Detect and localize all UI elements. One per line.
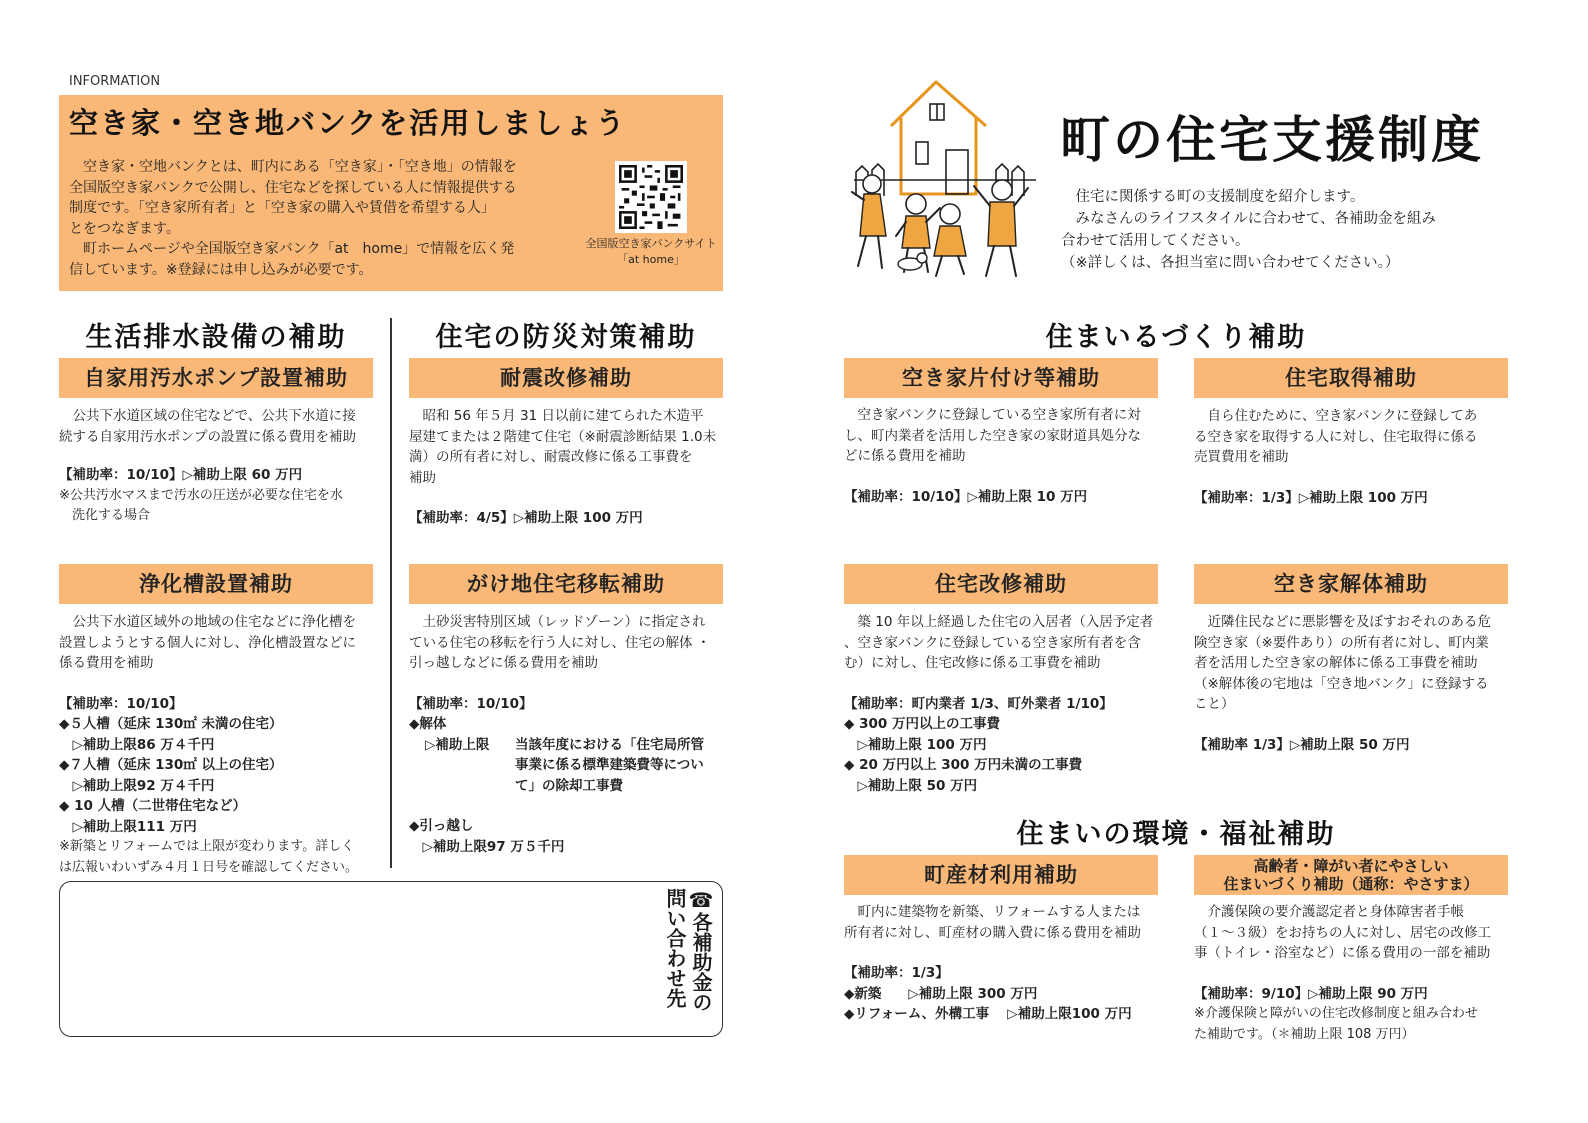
text-line: ◆リフォーム、外構工事 ▷補助上限100 万円 <box>844 1006 1132 1022</box>
text-line: て」の除却工事費 <box>515 777 623 794</box>
demolition-rate: 【補助率 1/3】▷補助上限 50 万円 <box>1194 736 1410 753</box>
text-line: 町ホームページや全国版空き家バンク「at home」で情報を広く発 <box>69 241 515 257</box>
renovate-rate: 【補助率：町内業者 1/3、町外業者 1/10】 <box>844 695 1113 712</box>
text-line: た補助です。（＊補助上限 108 万円） <box>1194 1026 1415 1042</box>
qr-caption <box>571 236 731 268</box>
column-divider <box>390 318 392 868</box>
seismic-text <box>409 406 729 529</box>
text-line: 続する自家用汚水ポンプの設置に係る費用を補助 <box>59 428 356 445</box>
seismic-rate: 【補助率：4/5】▷補助上限 100 万円 <box>409 510 643 526</box>
text-line: ▷補助上限92 万４千円 <box>59 777 215 794</box>
text-line: みなさんのライフスタイルに合わせて、各補助金を組み <box>1061 211 1436 227</box>
barrierfree-heading <box>1194 855 1508 895</box>
text-line: 屋建てまたは２階建て住宅（※耐震診断結果 1.0未 <box>409 428 717 445</box>
demolition-heading: 空き家解体補助 <box>1194 564 1508 604</box>
text-line: ☎各補助金の <box>689 888 713 1012</box>
text-line: ▷補助上限86 万４千円 <box>59 736 215 753</box>
text-line: 引っ越しなどに係る費用を補助 <box>409 655 598 671</box>
page-intro <box>1061 186 1436 274</box>
text-line: 近隣住民などに悪影響を及ぼすおそれのある危 <box>1194 614 1491 630</box>
seismic-heading: 耐震改修補助 <box>409 358 723 398</box>
timber-rate: 【補助率：1/3】 <box>844 965 949 981</box>
text-line: ▷補助上限111 万円 <box>59 818 197 835</box>
text-line: 築 10 年以上経過した住宅の入居者（入居予定者 <box>844 614 1154 630</box>
text-line: ▷補助上限 100 万円 <box>844 736 987 753</box>
text-line: 事（トイレ・浴室など）に係る費用の一部を補助 <box>1194 945 1491 961</box>
renovate-heading: 住宅改修補助 <box>844 564 1158 604</box>
text-line <box>409 796 729 816</box>
section-title-disaster: 住宅の防災対策補助 <box>435 322 697 353</box>
text-line: ◆解体 <box>409 716 447 732</box>
text-line <box>59 447 379 465</box>
text-line: 当該年度における「住宅局所管 <box>515 736 704 753</box>
text-line: 全国版空き家バンクで公開し、住宅などを探している人に情報提供する <box>69 179 517 196</box>
text-line <box>409 735 729 797</box>
cliff-heading: がけ地住宅移転補助 <box>409 564 723 604</box>
renovate-text <box>844 612 1164 796</box>
text-line: ▷補助上限 <box>425 736 490 753</box>
section-title-welfare: 住まいの環境・福祉補助 <box>1016 819 1336 850</box>
text-line: （※解体後の宅地は「空き地バンク」に登録する <box>1194 675 1489 692</box>
text-line: 町内に建築物を新築、リフォームする人または <box>844 904 1141 920</box>
text-line: 制度です。「空き家所有者」と「空き家の購入や賃借を希望する人」 <box>69 200 495 216</box>
text-line: ◆ 20 万円以上 300 万円未満の工事費 <box>844 757 1083 773</box>
akiya-bank-text <box>69 157 517 280</box>
text-line: 信しています。※登録には申し込みが必要です。 <box>69 261 373 278</box>
text-line: ▷補助上限97 万５千円 <box>409 838 565 855</box>
text-line: ◆ 10 人槽（二世帯住宅など） <box>59 798 247 814</box>
barrierfree-rate: 【補助率：9/10】▷補助上限 90 万円 <box>1194 985 1428 1002</box>
text-line: 設置しようとする個人に対し、浄化槽設置などに <box>59 634 356 651</box>
cleanup-heading: 空き家片付け等補助 <box>844 358 1158 398</box>
pump-text <box>59 406 379 527</box>
text-line: （１～３級）をお持ちの人に対し、居宅の改修工 <box>1194 924 1491 941</box>
text-line: る空き家を取得する人に対し、住宅取得に係る <box>1194 428 1478 445</box>
text-line: 空き家バンクに登録している空き家所有者に対 <box>844 407 1141 423</box>
text-line <box>409 674 729 694</box>
text-line: ※公共汚水マスまで汚水の圧送が必要な住宅を水 <box>59 487 343 503</box>
cliff-rate: 【補助率：10/10】 <box>409 695 533 712</box>
text-line: 事業に係る標準建築費等につい <box>515 757 704 773</box>
text-line: ▷補助上限 50 万円 <box>844 777 978 794</box>
text-line <box>409 488 729 508</box>
text-line: 「at home」 <box>617 253 685 266</box>
text-line: 公共下水道区域の住宅などで、公共下水道に接 <box>59 408 356 424</box>
demolition-text <box>1194 612 1514 755</box>
text-line: 険空き家（※要件あり）の所有者に対し、町内業 <box>1194 634 1489 651</box>
cleanup-text <box>844 405 1164 507</box>
timber-text <box>844 902 1164 1025</box>
information-label: INFORMATION <box>69 74 161 89</box>
text-line: む）に対し、住宅改修に係る工事費を補助 <box>844 655 1101 671</box>
text-line: 住宅に関係する町の支援制度を紹介します。 <box>1061 189 1365 205</box>
text-line: 自ら住むために、空き家バンクに登録してあ <box>1194 408 1478 424</box>
text-line <box>1194 964 1514 984</box>
page-title: 町の住宅支援制度 <box>1060 111 1484 169</box>
text-line: は広報いわいずみ４月１日号を確認してください。 <box>59 859 359 875</box>
text-line <box>1194 715 1514 735</box>
text-line: 係る費用を補助 <box>59 655 154 671</box>
cleanup-rate: 【補助率：10/10】▷補助上限 10 万円 <box>844 488 1088 505</box>
text-line <box>844 943 1164 963</box>
akiya-bank-title: 空き家・空き地バンクを活用しましょう <box>69 106 627 140</box>
text-line: 所有者に対し、町産材の購入費に係る費用を補助 <box>844 924 1141 941</box>
text-line: 公共下水道区域外の地域の住宅などに浄化槽を <box>59 614 356 630</box>
section-title-housing: 住まいるづくり補助 <box>1045 322 1307 353</box>
acquire-text <box>1194 406 1514 508</box>
qr-code-icon <box>619 165 683 229</box>
text-line: 土砂災害特別区域（レッドゾーン）に指定され <box>409 614 706 630</box>
text-line: 高齢者・障がい者にやさしい <box>1253 857 1449 875</box>
text-line <box>844 467 1164 487</box>
text-line: 空き家・空地バンクとは、町内にある「空き家」・「空き地」の情報を <box>69 159 517 175</box>
text-line: 売買費用を補助 <box>1194 449 1289 465</box>
contact-entry <box>598 890 618 1030</box>
text-line: ※介護保険と障がいの住宅改修制度と組み合わせ <box>1194 1006 1478 1021</box>
text-line <box>1194 468 1514 488</box>
qr-code[interactable] <box>615 161 687 233</box>
text-line: ◆引っ越し <box>409 818 474 834</box>
acquire-rate: 【補助率：1/3】▷補助上限 100 万円 <box>1194 489 1428 506</box>
text-line: どに係る費用を補助 <box>844 448 966 464</box>
text-line: 住まいづくり補助（通称：やさすま） <box>1223 875 1479 893</box>
septic-rate: 【補助率：10/10】 <box>59 695 183 712</box>
text-line: 介護保険の要介護認定者と身体障害者手帳 <box>1194 904 1464 920</box>
text-line <box>844 674 1164 694</box>
text-line <box>515 735 704 797</box>
text-line: 昭和 56 年５月 31 日以前に建てられた木造平 <box>409 408 704 424</box>
text-line: ◆５人槽（延床 130㎡ 未満の住宅） <box>59 716 283 732</box>
contacts-heading <box>662 888 714 1012</box>
text-line <box>59 674 379 694</box>
text-line: ◆ 300 万円以上の工事費 <box>844 716 1000 732</box>
section-title-drainage: 生活排水設備の補助 <box>85 322 347 353</box>
text-line: ◆新築 ▷補助上限 300 万円 <box>844 985 1038 1002</box>
text-line: 全国版空き家バンクサイト <box>585 237 717 250</box>
text-line: 合わせて活用してください。 <box>1061 233 1250 249</box>
cliff-text <box>409 612 729 857</box>
text-line: ている住宅の移転を行う人に対し、住宅の解体 ・ <box>409 634 711 651</box>
pump-rate: 【補助率：10/10】▷補助上限 60 万円 <box>59 467 303 483</box>
text-line: とをつなぎます。 <box>69 220 180 237</box>
text-line: 者を活用した空き家の解体に係る工事費を補助 <box>1194 655 1478 671</box>
barrierfree-text <box>1194 902 1514 1045</box>
text-line: 満）の所有者に対し、耐震改修に係る工事費を <box>409 449 693 465</box>
septic-text <box>59 612 379 878</box>
pump-heading: 自家用汚水ポンプ設置補助 <box>59 358 373 398</box>
text-line: （※詳しくは、各担当室に問い合わせてください。） <box>1061 255 1400 271</box>
septic-heading: 浄化槽設置補助 <box>59 564 373 604</box>
contacts-box <box>59 881 723 1037</box>
contact-entry <box>638 890 658 1030</box>
family-house-illustration <box>846 76 1046 286</box>
text-line: 問い合わせ先 <box>663 888 687 1008</box>
text-line: 洗化する場合 <box>59 508 151 523</box>
text-line: 補助 <box>409 469 436 486</box>
text-line: ◆７人槽（延床 130㎡ 以上の住宅） <box>59 757 283 773</box>
contact-entry <box>618 890 638 1030</box>
acquire-heading: 住宅取得補助 <box>1194 358 1508 398</box>
timber-heading: 町産材利用補助 <box>844 855 1158 895</box>
contacts-list <box>598 890 658 1030</box>
text-line: ※新築とリフォームでは上限が変わります。詳しく <box>59 839 355 854</box>
akiya-bank-box <box>59 95 723 291</box>
text-line: し、町内業者を活用した空き家の家財道具処分な <box>844 427 1141 444</box>
text-line: 、空き家バンクに登録している空き家所有者を含 <box>844 634 1141 651</box>
text-line: こと） <box>1194 696 1235 712</box>
